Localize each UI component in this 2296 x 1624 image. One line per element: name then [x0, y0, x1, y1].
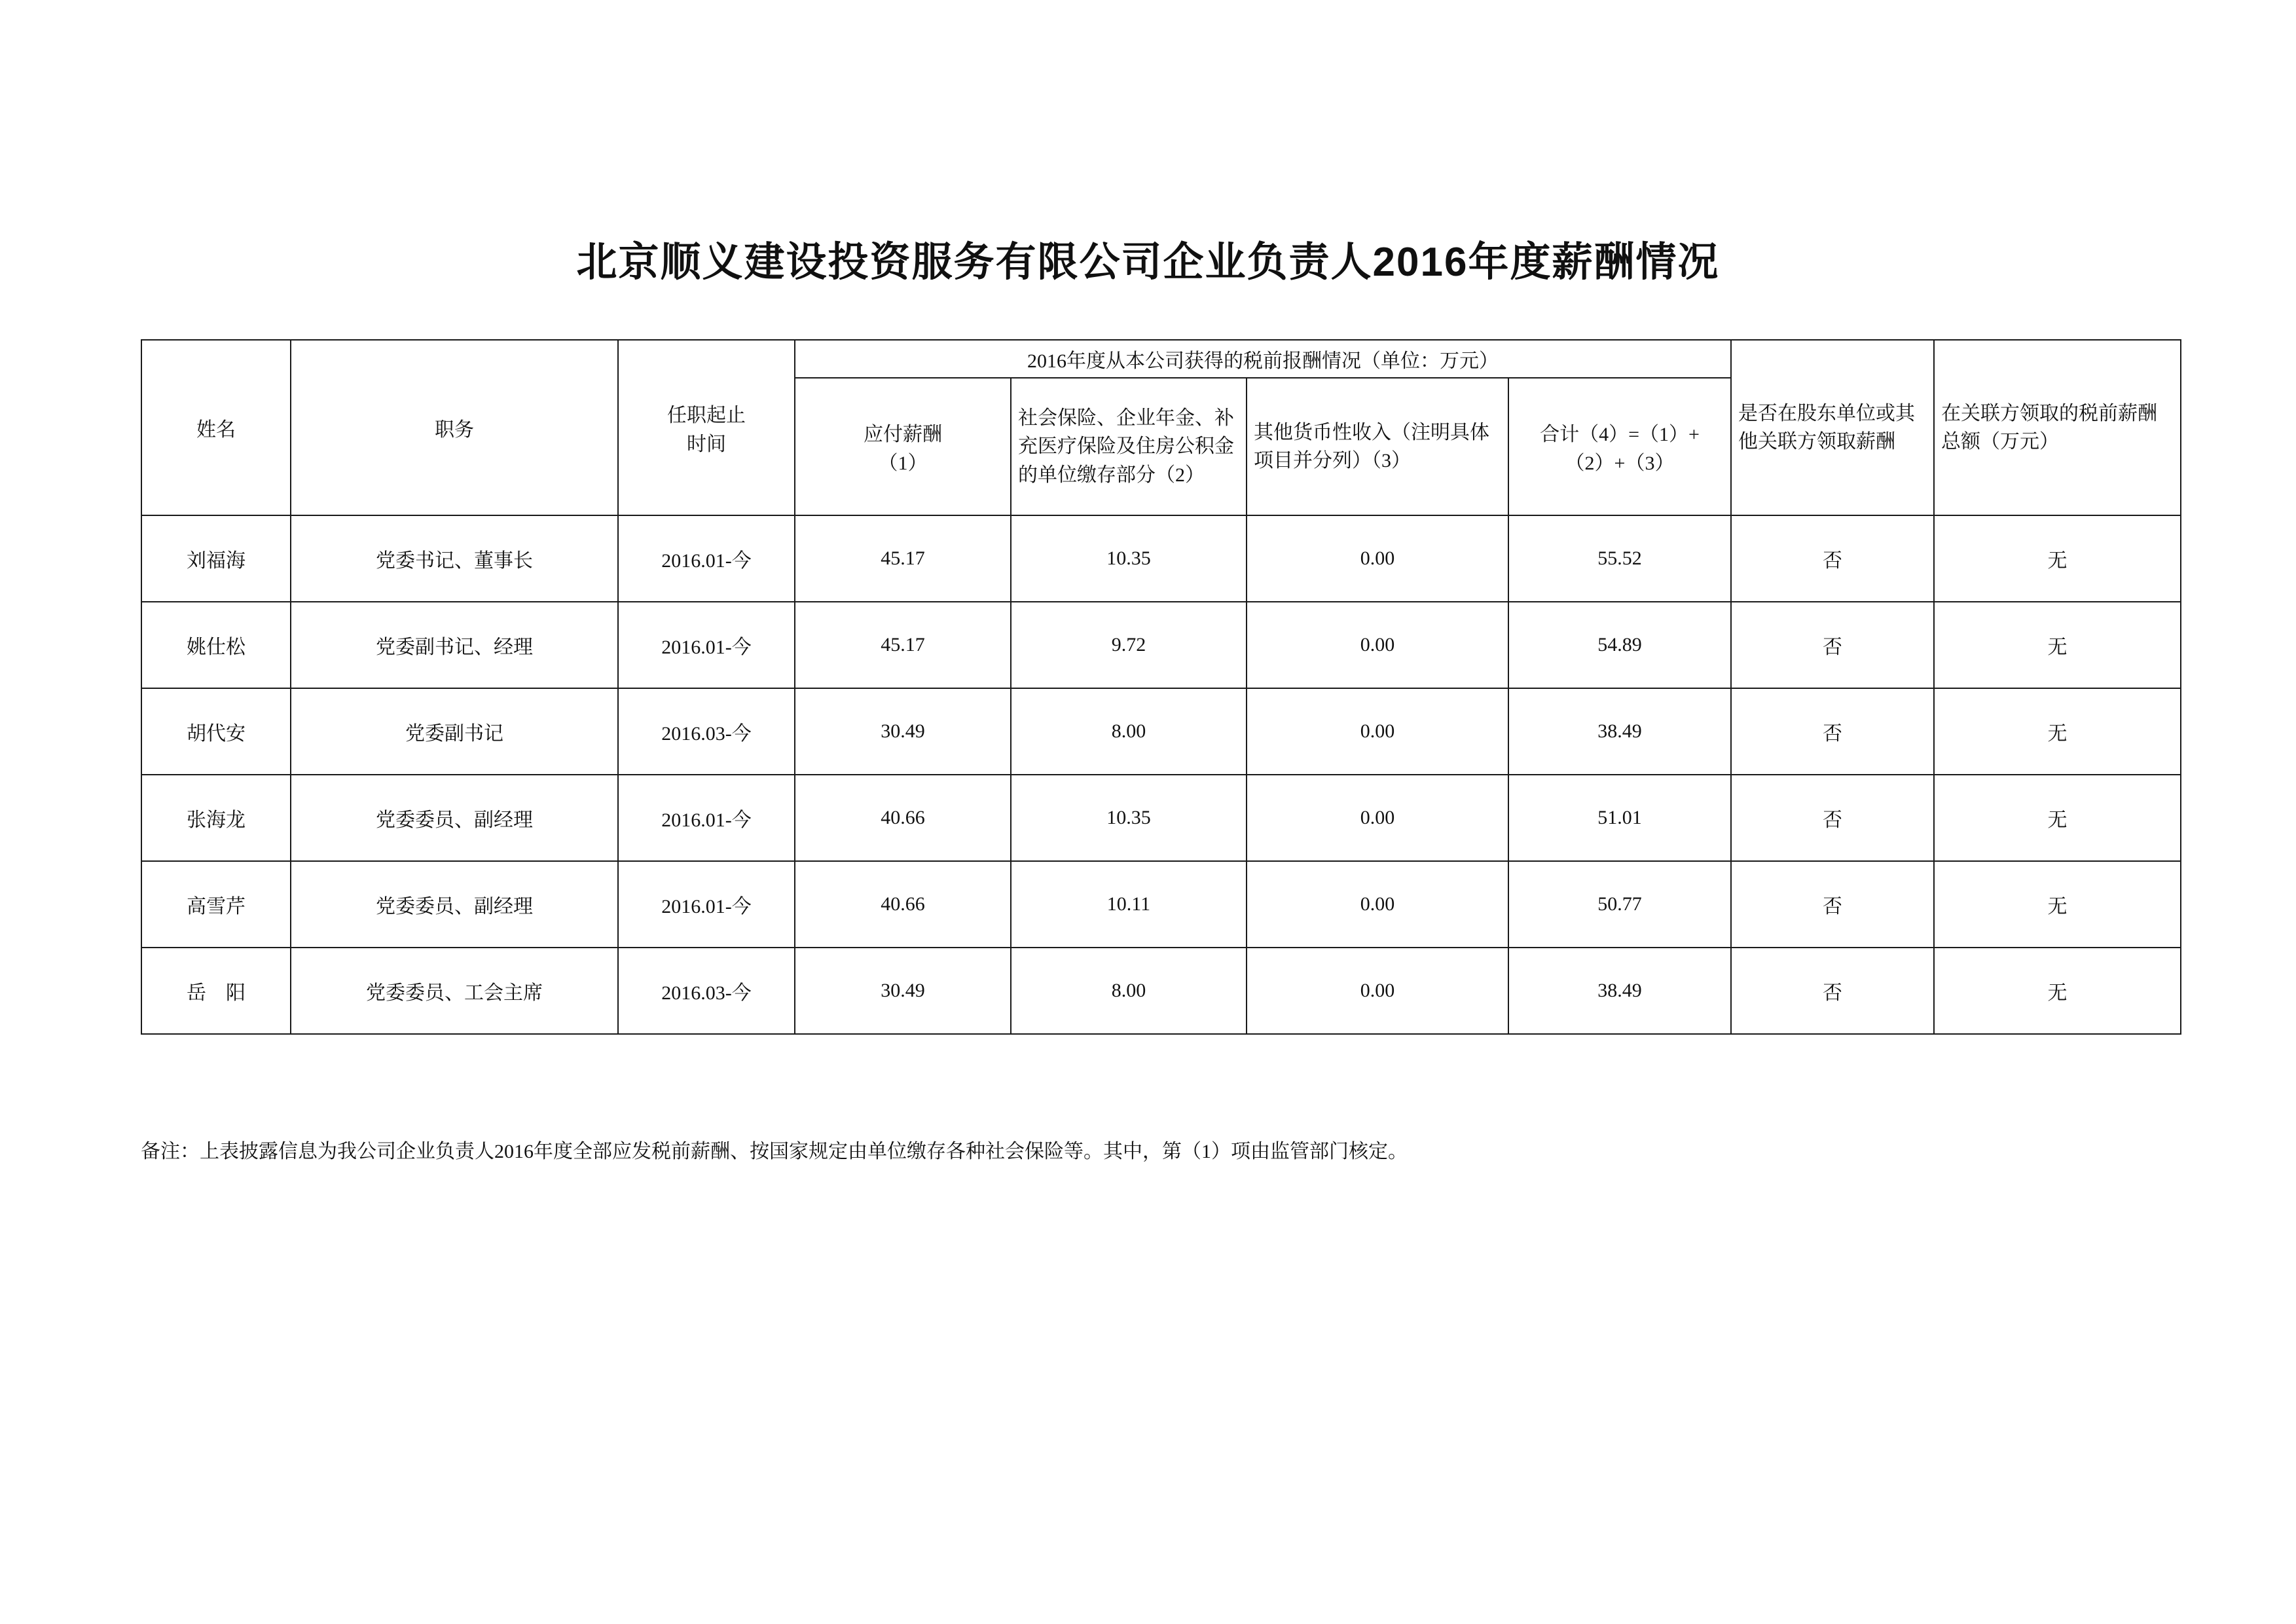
cell-related-party: 无	[1934, 515, 2181, 602]
cell-shareholder: 否	[1731, 861, 1934, 948]
cell-total: 38.49	[1508, 688, 1731, 775]
header-term-line2: 时间	[687, 434, 726, 455]
cell-other-income: 0.00	[1247, 948, 1508, 1034]
cell-payable-salary: 40.66	[795, 861, 1011, 948]
salary-table-container	[141, 339, 2180, 1035]
table-row	[141, 948, 2181, 1034]
cell-total: 54.89	[1508, 602, 1731, 688]
cell-term: 2016.01-今	[618, 515, 795, 602]
header-payable-salary-line1: 应付薪酬	[864, 424, 942, 445]
header-total-line1: 合计（4）=（1）+	[1540, 424, 1700, 445]
header-payable-salary	[795, 378, 1011, 515]
header-total-line2: （2）+（3）	[1565, 452, 1675, 474]
cell-other-income: 0.00	[1247, 775, 1508, 861]
header-post: 职务	[291, 340, 618, 515]
cell-insurance: 8.00	[1011, 688, 1247, 775]
cell-total: 50.77	[1508, 861, 1731, 948]
cell-shareholder: 否	[1731, 602, 1934, 688]
cell-insurance: 9.72	[1011, 602, 1247, 688]
header-total	[1508, 378, 1731, 515]
table-row	[141, 775, 2181, 861]
header-related-party: 在关联方领取的税前薪酬总额（万元）	[1934, 340, 2181, 515]
salary-table	[141, 339, 2181, 1035]
cell-total: 55.52	[1508, 515, 1731, 602]
table-note: 备注：上表披露信息为我公司企业负责人2016年度全部应发税前薪酬、按国家规定由单位缴存各种社会保险等。其中，第（1）项由监管部门核定。	[141, 1141, 1408, 1162]
cell-payable-salary: 30.49	[795, 688, 1011, 775]
cell-related-party: 无	[1934, 602, 2181, 688]
cell-related-party: 无	[1934, 861, 2181, 948]
cell-term: 2016.03-今	[618, 688, 795, 775]
cell-shareholder: 否	[1731, 948, 1934, 1034]
cell-shareholder: 否	[1731, 515, 1934, 602]
header-payable-salary-line2: （1）	[878, 452, 928, 474]
cell-name: 刘福海	[141, 515, 291, 602]
table-row	[141, 515, 2181, 602]
cell-post: 党委委员、副经理	[291, 775, 618, 861]
cell-insurance: 8.00	[1011, 948, 1247, 1034]
header-term-line1: 任职起止	[667, 405, 746, 426]
cell-other-income: 0.00	[1247, 602, 1508, 688]
cell-insurance: 10.35	[1011, 515, 1247, 602]
cell-post: 党委副书记	[291, 688, 618, 775]
cell-insurance: 10.35	[1011, 775, 1247, 861]
cell-term: 2016.01-今	[618, 775, 795, 861]
header-insurance: 社会保险、企业年金、补充医疗保险及住房公积金的单位缴存部分（2）	[1011, 378, 1247, 515]
cell-shareholder: 否	[1731, 688, 1934, 775]
cell-related-party: 无	[1934, 775, 2181, 861]
table-row	[141, 861, 2181, 948]
cell-post: 党委副书记、经理	[291, 602, 618, 688]
header-group-pretax: 2016年度从本公司获得的税前报酬情况（单位：万元）	[795, 340, 1731, 378]
cell-other-income: 0.00	[1247, 515, 1508, 602]
cell-other-income: 0.00	[1247, 688, 1508, 775]
header-shareholder: 是否在股东单位或其他关联方领取薪酬	[1731, 340, 1934, 515]
cell-term: 2016.03-今	[618, 948, 795, 1034]
cell-post: 党委委员、工会主席	[291, 948, 618, 1034]
cell-name: 姚仕松	[141, 602, 291, 688]
cell-name: 岳 阳	[141, 948, 291, 1034]
cell-name: 高雪芹	[141, 861, 291, 948]
cell-related-party: 无	[1934, 948, 2181, 1034]
header-other-income: 其他货币性收入（注明具体项目并分列）（3）	[1247, 378, 1508, 515]
cell-post: 党委书记、董事长	[291, 515, 618, 602]
table-row	[141, 688, 2181, 775]
cell-total: 51.01	[1508, 775, 1731, 861]
cell-other-income: 0.00	[1247, 861, 1508, 948]
header-term	[618, 340, 795, 515]
table-header-row-top	[141, 340, 2181, 378]
cell-term: 2016.01-今	[618, 602, 795, 688]
cell-name: 胡代安	[141, 688, 291, 775]
table-row	[141, 602, 2181, 688]
cell-payable-salary: 45.17	[795, 515, 1011, 602]
header-name: 姓名	[141, 340, 291, 515]
cell-payable-salary: 45.17	[795, 602, 1011, 688]
cell-name: 张海龙	[141, 775, 291, 861]
cell-payable-salary: 30.49	[795, 948, 1011, 1034]
cell-payable-salary: 40.66	[795, 775, 1011, 861]
page-title: 北京顺义建设投资服务有限公司企业负责人2016年度薪酬情况	[576, 240, 1720, 285]
cell-post: 党委委员、副经理	[291, 861, 618, 948]
cell-insurance: 10.11	[1011, 861, 1247, 948]
cell-total: 38.49	[1508, 948, 1731, 1034]
cell-shareholder: 否	[1731, 775, 1934, 861]
cell-related-party: 无	[1934, 688, 2181, 775]
cell-term: 2016.01-今	[618, 861, 795, 948]
